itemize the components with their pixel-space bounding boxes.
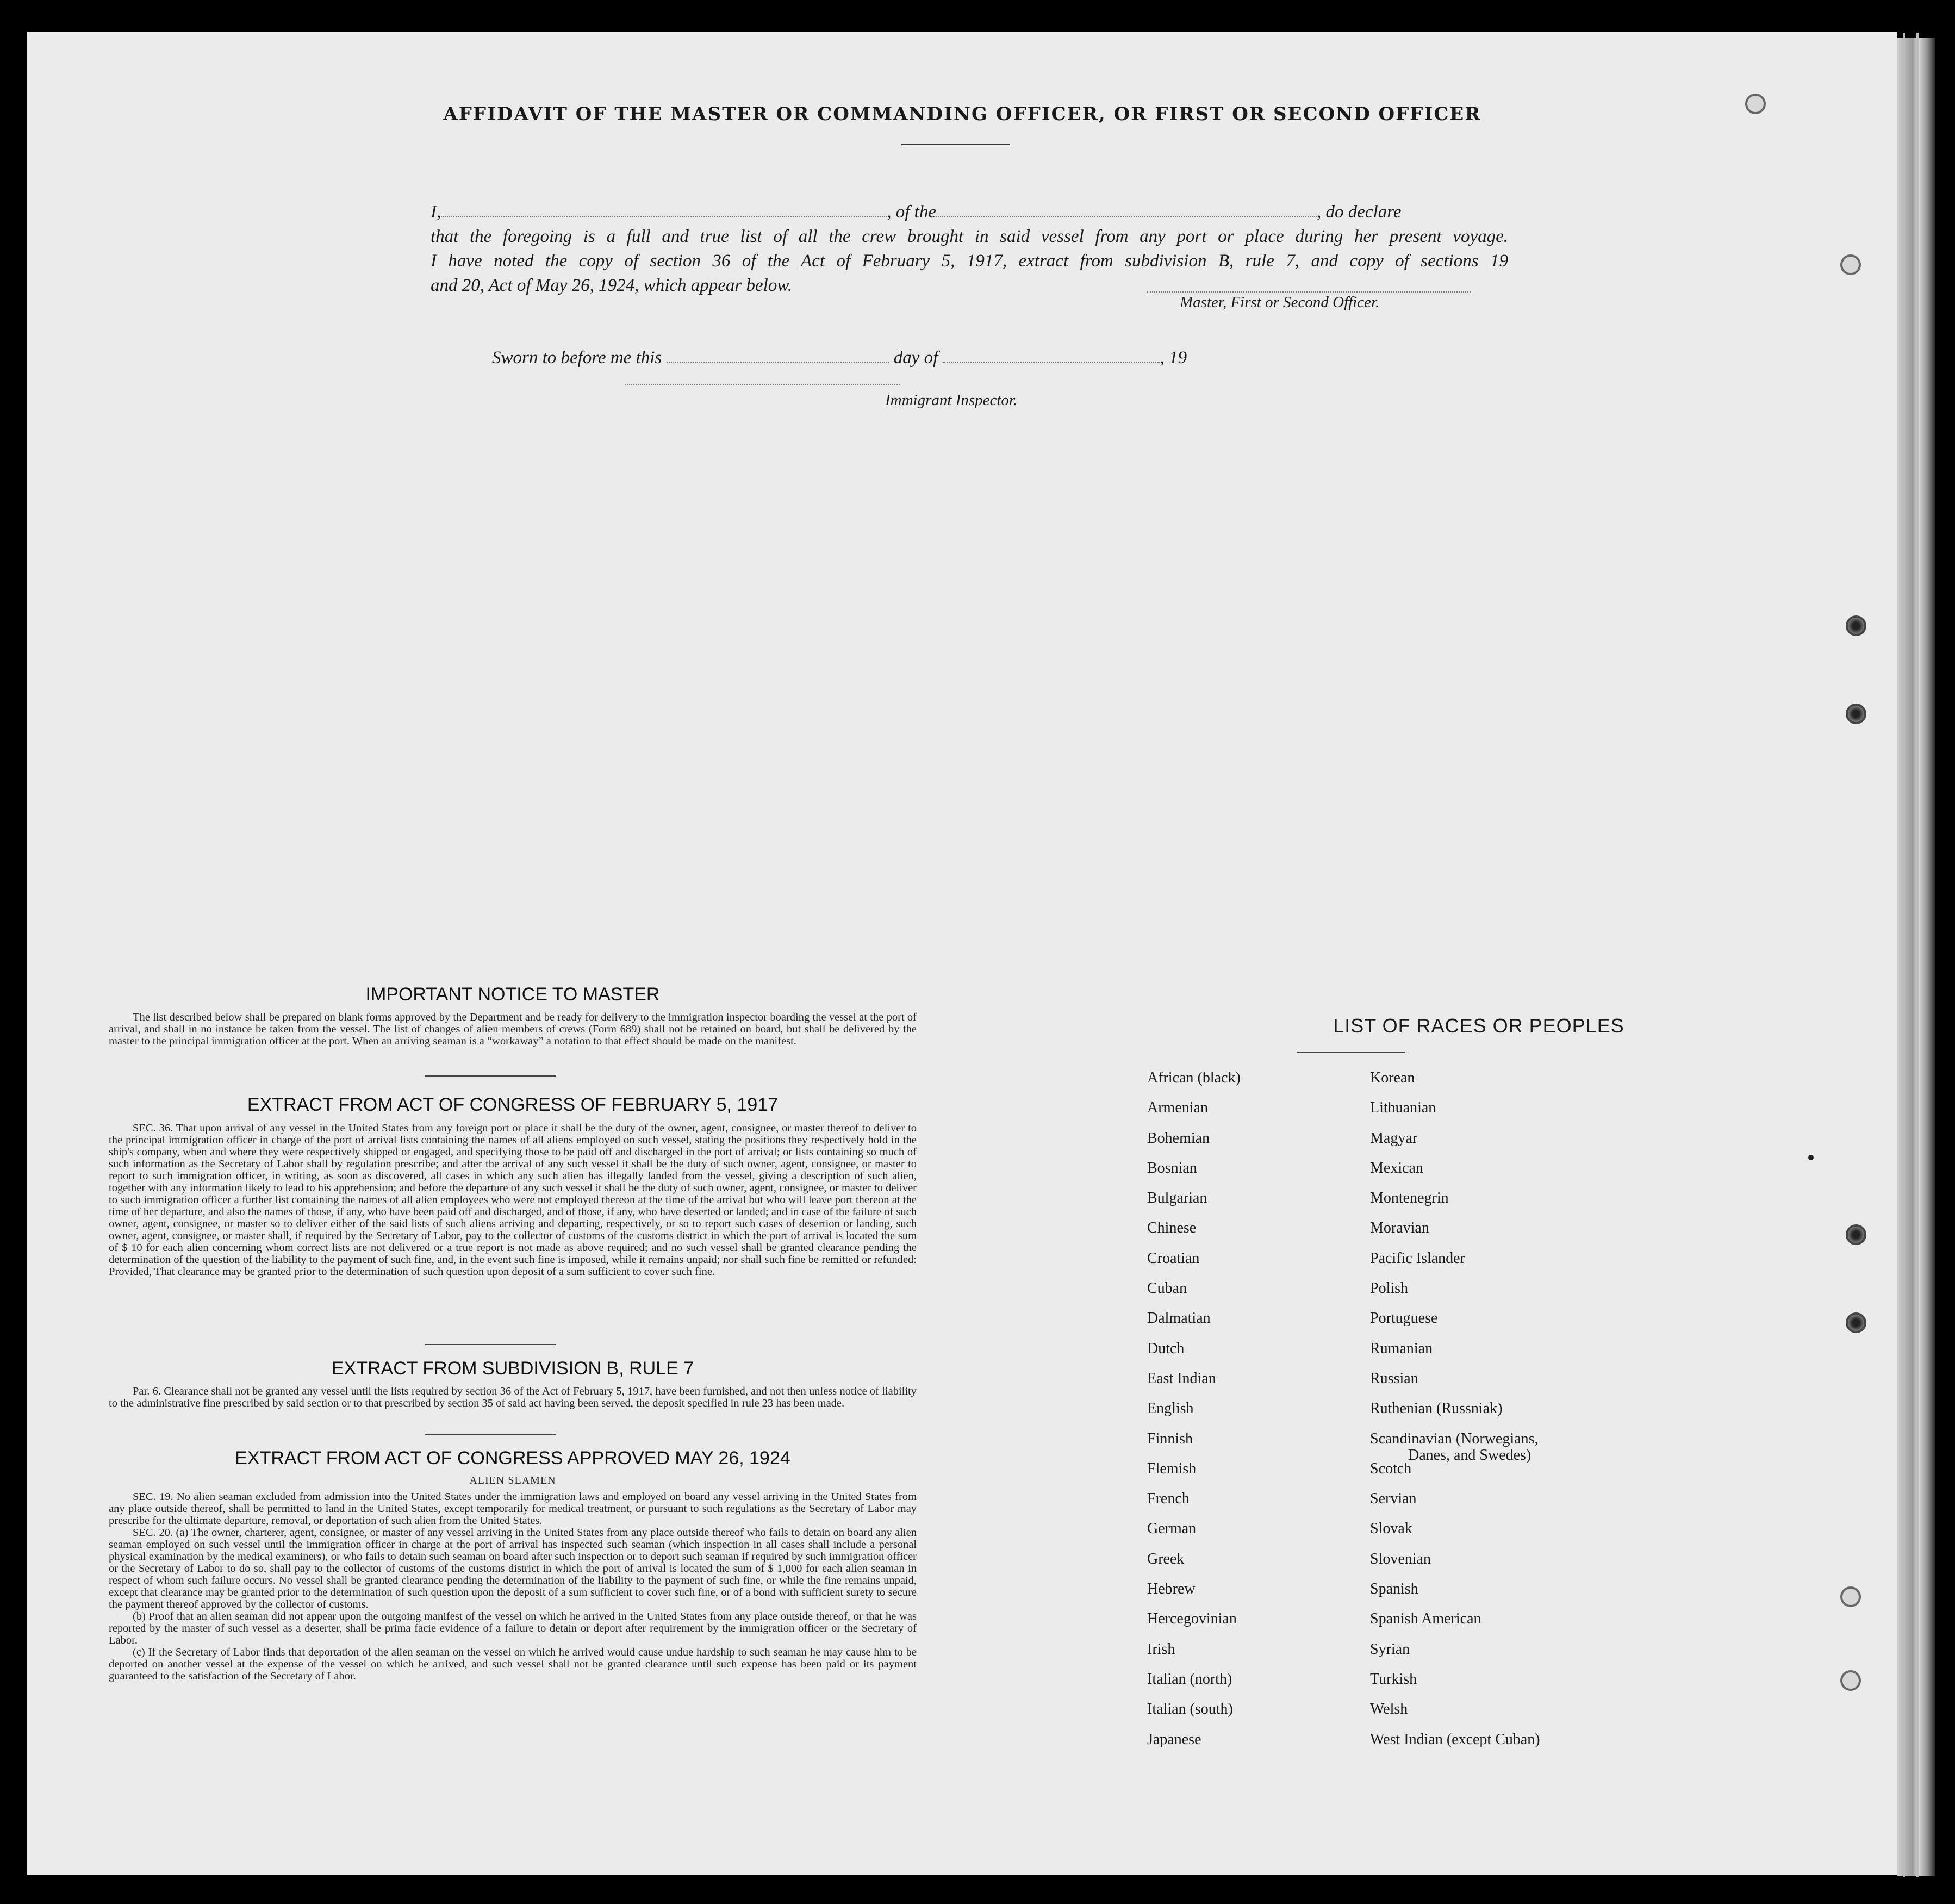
affidavit-line-1	[431, 200, 1508, 225]
affidavit-title: AFFIDAVIT OF THE MASTER OR COMMANDING OFFICER, OR FIRST OR SECOND OFFICER	[443, 103, 1481, 125]
sec-19-text: SEC. 19. No alien seaman excluded from admission into the United States under the immigration laws and employed on board any vessel arriving in the United States from any place outside thereof, shall be permitted to land in the United States, except temporarily for medical treatment, or pursuant to such regulations as the Secretary of Labor may prescribe for the ultimate departure, removal, or deportation of such alien from the United States.	[109, 1491, 917, 1527]
race-item: Montenegrin	[1370, 1190, 1449, 1207]
race-item: Greek	[1147, 1550, 1185, 1567]
race-item: Cuban	[1147, 1280, 1187, 1297]
extract-1917-title: EXTRACT FROM ACT OF CONGRESS OF FEBRUARY 5, 1917	[247, 1094, 779, 1115]
page-edge-line	[1916, 33, 1919, 1877]
race-item: Finnish	[1147, 1430, 1193, 1447]
race-item: Italian (south)	[1147, 1701, 1233, 1718]
race-item: African (black)	[1147, 1069, 1241, 1086]
race-item: East Indian	[1147, 1370, 1216, 1387]
punch-hole	[1846, 1312, 1866, 1333]
race-item: Chinese	[1147, 1219, 1197, 1237]
notice-text: The list described below shall be prepared on blank forms approved by the Department and be ready for delivery to the immigration inspector boarding the vessel at the port of arrival, and shall in no instance be taken from the vessel. The list of changes of alien members of crews (Form 689) shall not be retained on board, but shall be delivered by the master to the principal immigration officer at the port. When an arriving seaman is a “workaway” a notation to that effect should be made on the manifest.	[109, 1011, 917, 1047]
form-page	[27, 32, 1897, 1875]
race-item: Welsh	[1370, 1701, 1408, 1718]
extract-rule7-body	[109, 1385, 917, 1409]
ink-dot	[1808, 1155, 1814, 1160]
inspector-caption: Immigrant Inspector.	[885, 391, 1018, 409]
race-item: Italian (north)	[1147, 1670, 1232, 1688]
race-item: Flemish	[1147, 1460, 1197, 1477]
race-item: Spanish American	[1370, 1610, 1481, 1628]
race-item: Russian	[1370, 1370, 1418, 1387]
races-title: LIST OF RACES OR PEOPLES	[1333, 1015, 1624, 1037]
punch-hole	[1840, 254, 1861, 275]
race-item: Bosnian	[1147, 1159, 1197, 1177]
notice-title: IMPORTANT NOTICE TO MASTER	[365, 984, 660, 1005]
alien-seamen-subtitle: ALIEN SEAMEN	[469, 1474, 556, 1486]
sec-20b-text: (b) Proof that an alien seaman did not appear upon the outgoing manifest of the vessel on which he arrived in the United States from any place outside thereof, or that he was reported by the master of such vessel as a deserter, shall be prima facie evidence of a failure to detain or deport after requirement by the immigration officer or the Secretary of Labor.	[109, 1610, 917, 1646]
day-of-label: day of	[893, 348, 938, 368]
race-item: Mexican	[1370, 1159, 1423, 1177]
month-blank[interactable]	[943, 346, 1160, 363]
sec-20a-text: SEC. 20. (a) The owner, charterer, agent, consignee, or master of any vessel arriving in the United States from any place outside thereof who fails to detain on board any alien seaman employed on such vessel until the immigration officer in charge at the port of arrival has inspected such seaman (which inspection in all cases shall include a personal physical examination by the medical examiners), or who fails to detain such seaman on board after such inspection or to deport such seaman if required by such immigration officer or the Secretary of Labor to do so, shall pay to the collector of customs of the customs district in which the port of arrival is located the sum of $ 1,000 for each alien seaman in respect of whom such failure occurs. No vessel shall be granted clearance pending the determination of the liability to the payment of such fine, or while the fine remains unpaid, except that clearance may be granted prior to the determination of such question upon the deposit of a sum sufficient to cover such fine, or of a bond with sufficient surety to secure the payment thereof approved by the collector of customs.	[109, 1527, 917, 1610]
par-6-text: Par. 6. Clearance shall not be granted any vessel until the lists required by section 36 of the Act of February 5, 1917, have been furnished, and not then unless notice of liability to the administrative fine prescribed by said section or to that prescribed by section 35 of said act having been served, the deposit specified in rule 23 has been made.	[109, 1385, 917, 1409]
punch-hole	[1840, 1586, 1861, 1607]
extract-1924-title: EXTRACT FROM ACT OF CONGRESS APPROVED MAY 26, 1924	[235, 1448, 790, 1469]
affidavit-line-3: I have noted the copy of section 36 of the Act of February 5, 1917, extract from subdivision B, rule 7, and copy of sections 19	[431, 251, 1508, 271]
notice-body	[109, 1011, 917, 1047]
race-item: German	[1147, 1520, 1197, 1538]
extract-rule7-title: EXTRACT FROM SUBDIVISION B, RULE 7	[331, 1358, 694, 1379]
year-label: , 19	[1160, 348, 1187, 368]
race-item: Pacific Islander	[1370, 1249, 1465, 1267]
races-divider	[1297, 1052, 1405, 1053]
sworn-label: Sworn to before me this	[492, 348, 662, 368]
race-item: Magyar	[1370, 1129, 1418, 1147]
race-item: Spanish	[1370, 1581, 1418, 1598]
affidavit-line-4: and 20, Act of May 26, 1924, which appear below.	[431, 276, 793, 295]
title-divider	[901, 144, 1010, 145]
race-item: Korean	[1370, 1069, 1415, 1086]
race-item: Hebrew	[1147, 1581, 1196, 1598]
race-item: Slovenian	[1370, 1550, 1431, 1567]
scandinavian-continuation: Danes, and Swedes)	[1408, 1447, 1531, 1464]
race-item: Portuguese	[1370, 1310, 1438, 1327]
race-item: Hercegovinian	[1147, 1610, 1237, 1628]
inspector-signature-line[interactable]	[625, 384, 900, 385]
race-item: Lithuanian	[1370, 1099, 1436, 1117]
extract-1917-body	[109, 1122, 917, 1278]
do-declare-label: , do declare	[1316, 202, 1402, 222]
race-item: Ruthenian (Russniak)	[1370, 1400, 1503, 1417]
divider	[425, 1434, 556, 1435]
name-blank[interactable]	[441, 200, 887, 217]
races-left-column	[1147, 1069, 1241, 1760]
sec-20c-text: (c) If the Secretary of Labor finds that deportation of the alien seaman on the vessel on which he arrived would cause undue hardship to such seaman he may cause him to be deported on another vessel at the expense of the vessel on which he arrived, and such vessel shall not be granted clearance until such expense has been paid or its payment guaranteed to the satisfaction of the Secretary of Labor.	[109, 1646, 917, 1682]
master-caption: Master, First or Second Officer.	[1180, 294, 1380, 311]
sworn-line	[492, 346, 1308, 370]
extract-1924-body	[109, 1472, 917, 1682]
race-item: Slovak	[1370, 1520, 1412, 1538]
race-item: Moravian	[1370, 1219, 1429, 1237]
punch-hole	[1846, 615, 1866, 636]
punch-hole	[1846, 704, 1866, 724]
master-signature-line[interactable]	[1147, 291, 1471, 293]
race-item: Bohemian	[1147, 1129, 1210, 1147]
race-item: Polish	[1370, 1280, 1409, 1297]
day-blank[interactable]	[667, 346, 889, 363]
race-item: Dutch	[1147, 1340, 1185, 1357]
divider	[425, 1344, 556, 1345]
i-label: I,	[431, 202, 441, 222]
sec-36-text: SEC. 36. That upon arrival of any vessel in the United States from any foreign port or place it shall be the duty of the owner, agent, consignee, or master thereof to deliver to the principal immigration officer in charge of the port of arrival lists containing the names of all aliens employed on such vessel, stating the positions they respectively hold in the ship's company, when and where they were respectively shipped or engaged, and specifying those to be paid off and discharged in the port of arrival; or lists containing so much of such information as the Secretary of Labor shall by regulation prescribe; and after the arrival of any such vessel it shall be the duty of such owner, agent, consignee, or master to report to such immigration officer, in writing, as soon as discovered, all cases in which any such alien has illegally landed from the vessel, giving a description of such alien, together with any information likely to lead to his apprehension; and before the departure of any such vessel it shall be the duty of such owner, agent, consignee, or master to deliver to such immigration officer a further list containing the names of all alien employees who were not employed thereon at the time of the arrival but who will leave port thereon at the time of her departure, and also the names of those, if any, who have been paid off and discharged, and of those, if any, who have deserted or landed; and in case of the failure of such owner, agent, consignee, or master so to deliver either of the said lists of such aliens arriving and departing, respectively, or so to report such cases of desertion or landing, such owner, agent, consignee, or master shall, if required by the Secretary of Labor, pay to the collector of customs of the customs district in which the port of arrival is located the sum of $ 10 for each alien concerning whom correct lists are not delivered or a true report is not made as above required; and no such vessel shall be granted clearance pending the determination of the question of the liability to the payment of such fine, and, in the event such fine is imposed, while it remains unpaid; nor shall such fine be remitted or refunded: Provided, That clearance may be granted prior to the determination of such question upon deposit of a sum sufficient to cover such fine.	[109, 1122, 917, 1278]
punch-hole	[1846, 1224, 1866, 1245]
race-item: Rumanian	[1370, 1340, 1433, 1357]
race-item: Japanese	[1147, 1731, 1201, 1748]
punch-hole	[1745, 94, 1766, 114]
race-item: Scotch	[1370, 1460, 1412, 1477]
page-edge-line	[1903, 33, 1905, 1877]
race-item: Irish	[1147, 1640, 1175, 1658]
race-item: Bulgarian	[1147, 1190, 1207, 1207]
punch-hole	[1840, 1670, 1861, 1691]
race-item: Armenian	[1147, 1099, 1208, 1117]
divider	[425, 1075, 556, 1077]
race-item: Dalmatian	[1147, 1310, 1211, 1327]
race-item: Scandinavian (Norwegians,	[1370, 1430, 1539, 1447]
race-item: Syrian	[1370, 1640, 1410, 1658]
race-item: English	[1147, 1400, 1194, 1417]
of-the-label: , of the	[887, 202, 936, 222]
race-item: Servian	[1370, 1490, 1417, 1508]
races-right-column	[1370, 1069, 1540, 1760]
race-item: Turkish	[1370, 1670, 1417, 1688]
affidavit-line-2: that the foregoing is a full and true list of all the crew brought in said vessel from any port or place during her present voyage.	[431, 227, 1508, 246]
race-item: French	[1147, 1490, 1190, 1508]
race-item: Croatian	[1147, 1249, 1200, 1267]
race-item: West Indian (except Cuban)	[1370, 1731, 1540, 1748]
vessel-name-blank[interactable]	[936, 200, 1317, 217]
